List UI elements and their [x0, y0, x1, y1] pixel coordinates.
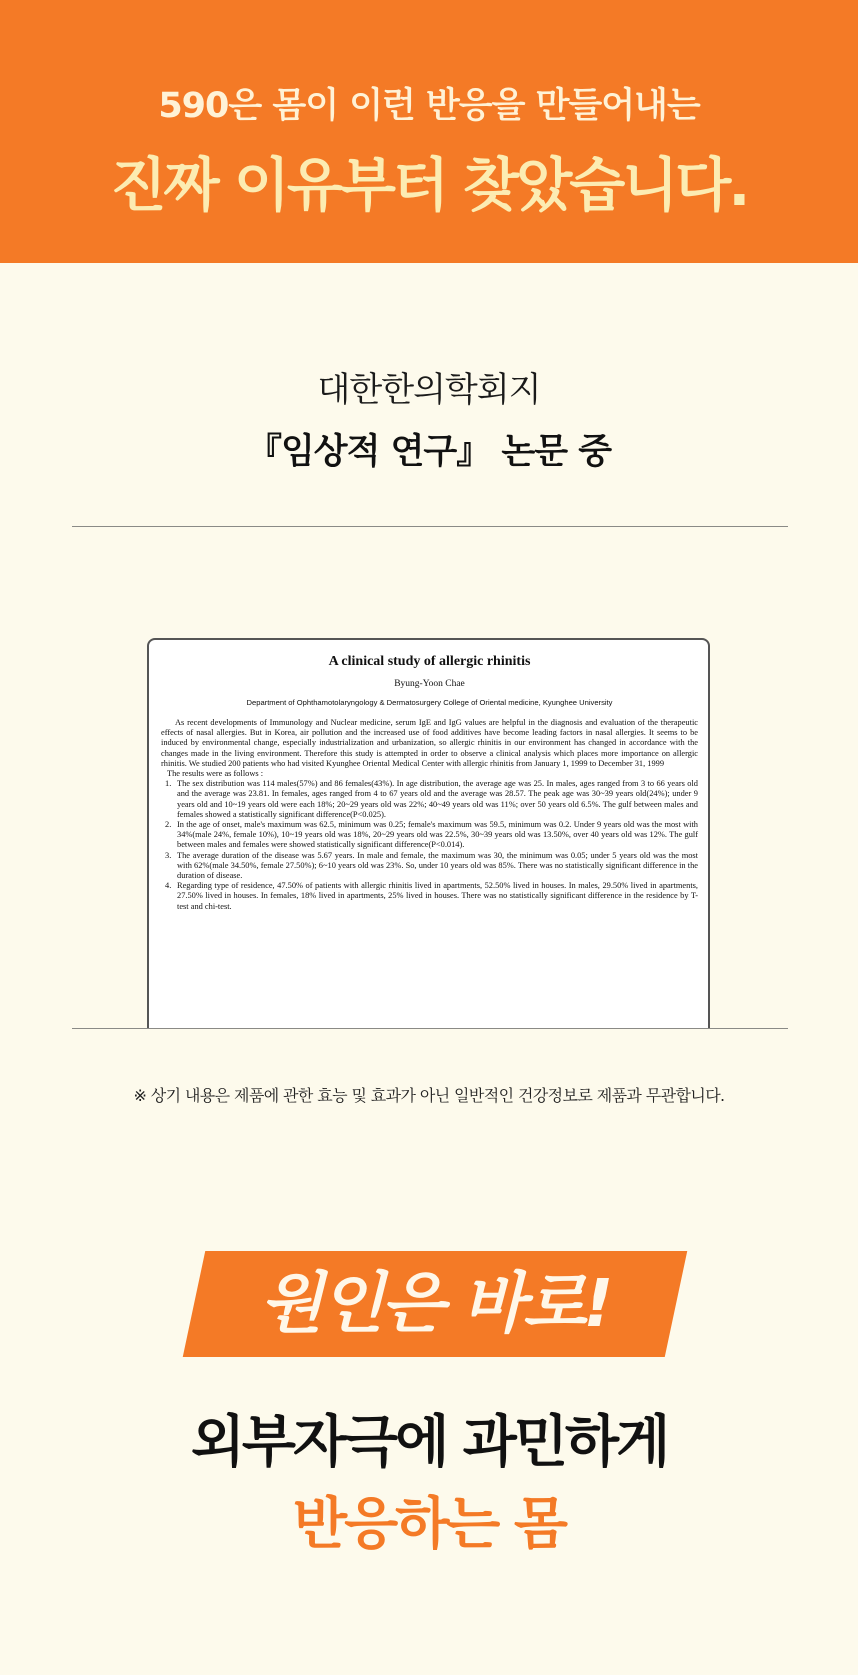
- result-text: In the age of onset, male's maximum was 62.5, minimum was 0.25; female's maximum was 59.5, minimum was 0.2. Under 9 years old was the most with 34%(male 24%, female 10%), 10~19 years old was 18%, 20~29 years old was 22.5%, 30~39 years old was 13.50%, over 40 years old was 12%. The gulf between males and females were showed statistically significant difference(P<0.014).: [177, 820, 698, 850]
- result-number: 2.: [165, 820, 172, 830]
- result-text: The sex distribution was 114 males(57%) and 86 females(43%). In age distribution, the average age was 25. In males, ages ranged from 3 to 66 years old and the average was 23.81. In females, ages ranged from 4 to 67 years old and the average was 28.57. The peak age was 30~39 years old(24%); under 9 years old and 10~19 years old were each 18%; 20~29 years old was 22%; 40~49 years old was 11%; over 50 years old 6.5%. The gulf between males and females showed a statistically significant difference(P<0.025).: [177, 779, 698, 819]
- divider-bottom: [72, 1028, 788, 1029]
- list-item: [161, 851, 698, 882]
- paper-author: Byung-Yoon Chae: [394, 679, 465, 689]
- cause-highlight: 반응하는 몸: [293, 1492, 565, 1557]
- cause-banner-text: 원인은 바로!: [259, 1265, 611, 1342]
- study-label: 『임상적 연구』 논문 중: [246, 432, 612, 472]
- divider-top: [72, 526, 788, 527]
- cause-headline: 외부자극에 과민하게: [190, 1410, 668, 1475]
- journal-name: 대한한의학회지: [317, 370, 541, 410]
- paper-department: Department of Ophthamotolaryngology & Dermatosurgery College of Oriental medicine, Kyunghee University: [246, 698, 613, 707]
- result-number: 1.: [165, 779, 172, 789]
- list-item: [161, 820, 698, 851]
- result-text: Regarding type of residence, 47.50% of patients with allergic rhinitis lived in apartments, 52.50% lived in houses. In males, 29.50% lived in apartments, 27.50% lived in houses. In females, 18% lived in apartments, 25% lived in houses. There was no statistically significant difference in the residence by T-test and chi-test.: [177, 881, 698, 911]
- paper-title: A clinical study of allergic rhinitis: [328, 654, 531, 669]
- disclaimer-text: ※ 상기 내용은 제품에 관한 효능 및 효과가 아닌 일반적인 건강정보로 제품과 무관합니다.: [133, 1086, 725, 1105]
- hero-title: 진짜 이유부터 찾았습니다.: [110, 151, 748, 219]
- list-item: [161, 881, 698, 912]
- hero-subtitle: 590은 몸이 이런 반응을 만들어내는: [158, 86, 700, 126]
- paper-results-list: [161, 779, 698, 912]
- paper-excerpt: [147, 638, 710, 1028]
- list-item: [161, 779, 698, 820]
- result-number: 3.: [165, 850, 172, 860]
- hero-banner: [0, 0, 858, 263]
- result-text: The average duration of the disease was 5.67 years. In male and female, the maximum was 30, the minimum was 0.05; under 5 years old was the most with 62%(male 34.50%, female 27.50%); 6~10 years old was 23%. So, under 10 years old was 85%. There was no statistically significant difference in the duration of disease.: [177, 850, 698, 881]
- paper-image: [147, 638, 710, 1028]
- paper-abstract: As recent developments of Immunology and Nuclear medicine, serum IgE and IgG values are helpful in the diagnosis and evaluation of the therapeutic effects of nasal allergies. But in Korea, air pollution and the increased use of food additives have become leading factors in nasal allergies. It seems to be induced by environmental change, especially industrialization and urbanization, so allergic rhinitis in our environment has changed in accordance with the changes made in the living environment. Therefore this study is attempted in order to observe a clinical analysis which places more importance on allergic rhinitis. We studied 200 patients who had visited Kyunghee Oriental Medical Center with allergic rhinitis from January 1, 1999 to December 31, 1999: [161, 718, 698, 768]
- paper-results-intro: The results were as follows :: [167, 769, 264, 779]
- result-number: 4.: [165, 881, 172, 891]
